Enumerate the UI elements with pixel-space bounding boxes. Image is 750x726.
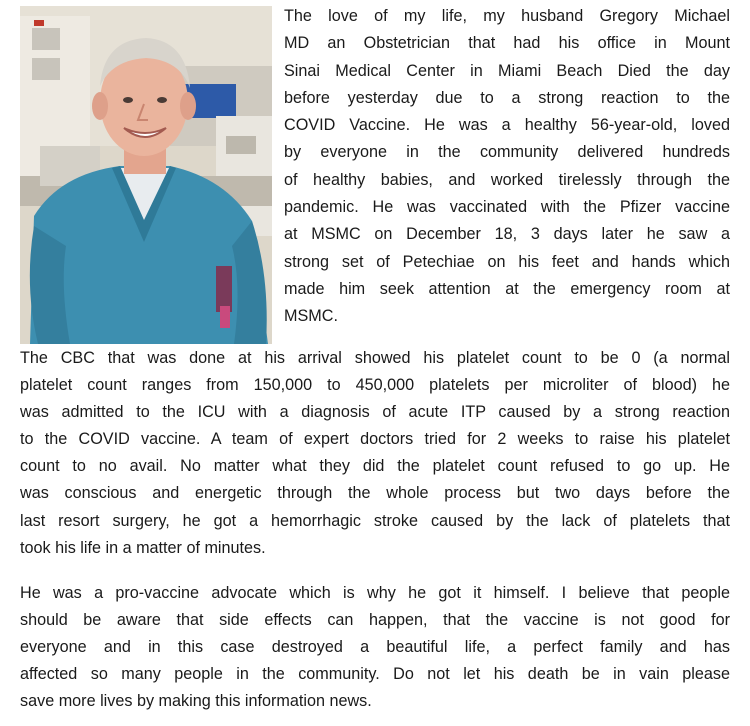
- intro-line: MSMC.: [284, 307, 338, 326]
- intro-line: before yesterday due to a strong reaction to the: [284, 88, 730, 107]
- para2-line: was conscious and energetic through the whole process but two days before the: [20, 484, 730, 503]
- para3-line: save more lives by making this information news.: [20, 692, 372, 711]
- para2-line: last resort surgery, he got a hemorrhagic stroke caused by the lack of platelets that: [20, 511, 730, 530]
- intro-line: MD an Obstetrician that had his office in Mount: [284, 34, 730, 53]
- para2-line: was admitted to the ICU with a diagnosis of acute ITP caused by a strong reaction: [20, 403, 730, 422]
- para2-line: count to no avail. No matter what they did the platelet count refused to go up. He: [20, 457, 730, 476]
- intro-line: strong set of Petechiae on his feet and hands which: [284, 252, 730, 271]
- para3-line: He was a pro-vaccine advocate which is why he got it himself. I believe that people: [20, 584, 730, 602]
- para2-line: to the COVID vaccine. A team of expert doctors tried for 2 weeks to raise his platelet: [20, 430, 730, 449]
- para2-line: platelet count ranges from 150,000 to 450,000 platelets per microliter of blood) he: [20, 376, 730, 395]
- intro-line: COVID Vaccine. He was a healthy 56-year-old, loved: [284, 116, 730, 135]
- para2-line: The CBC that was done at his arrival showed his platelet count to be 0 (a normal: [20, 349, 730, 367]
- third-paragraph: [20, 580, 730, 715]
- para2-line: took his life in a matter of minutes.: [20, 538, 266, 557]
- para3-line: everyone and in this case destroyed a beautiful life, a perfect family and has: [20, 638, 730, 657]
- intro-line: The love of my life, my husband Gregory Michael: [284, 7, 730, 25]
- portrait-photo: [20, 6, 272, 344]
- second-paragraph: [20, 345, 730, 562]
- intro-line: at MSMC on December 18, 3 days later he saw a: [284, 225, 730, 244]
- para3-line: should be aware that side effects can happen, that the vaccine is not good for: [20, 611, 730, 630]
- intro-line: pandemic. He was vaccinated with the Pfizer vaccine: [284, 198, 730, 217]
- para3-line: affected so many people in the community. Do not let his death be in vain please: [20, 665, 730, 684]
- intro-line: of healthy babies, and worked tirelessly through the: [284, 170, 730, 189]
- intro-paragraph: [284, 3, 730, 331]
- intro-line: by everyone in the community delivered hundreds: [284, 143, 730, 162]
- intro-line: made him seek attention at the emergency room at: [284, 279, 730, 298]
- intro-line: Sinai Medical Center in Miami Beach Died the day: [284, 61, 730, 80]
